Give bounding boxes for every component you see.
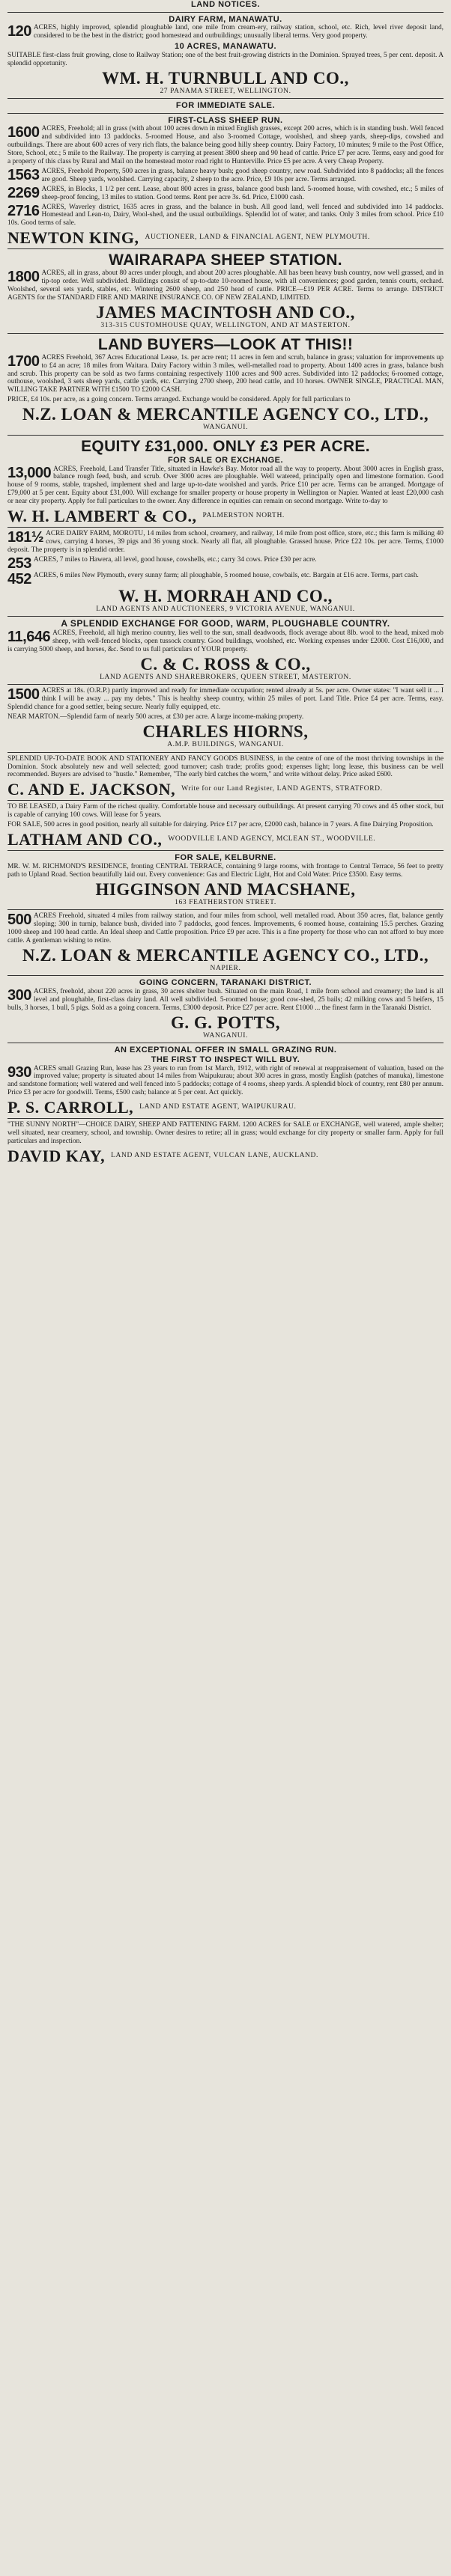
section-heading: FOR IMMEDIATE SALE. xyxy=(175,101,276,111)
listing-text: ACRES Freehold, 367 Acres Educational Lease, 1s. per acre rent; 11 acres in fern and scrub, balance in grass; valuation for improvements up to £4 an acre; 18 miles from Waitara. Dairy Factory within 3 miles, well-metalled road to property. About 1400 acres in grass, balance bush and scrub. This property can be sold as two farms containing respectively 1100 acres and 900 acres. Subdivided into 12 paddocks; 6-roomed cottage, outhouse, woolshed, 3 sets sheep yards, cattle yards, etc. Carrying 2700 sheep, 200 head cattle, and 10 horses. OWNER SINGLE, PRACTICAL MAN, WILLING TAKE PARTNER WITH £1500 TO £2000 CASH. xyxy=(7,353,444,394)
notice-paragraph: SUITABLE first-class fruit growing, close to Railway Station; one of the best fruit-growing districts in the Dominion. Sprayed trees, 5 per cent. deposit. A splendid opportunity. xyxy=(7,51,444,67)
agent-name: JAMES MACINTOSH AND CO., xyxy=(96,303,355,323)
listing-advertisement xyxy=(7,168,444,184)
section-heading: WAIRARAPA SHEEP STATION. xyxy=(109,251,342,269)
listing-advertisement xyxy=(7,24,444,40)
column-rule xyxy=(7,333,444,334)
listing-text: ACRES, Waverley district, 1635 acres in grass, and the balance in bush. All good land, well fenced and subdivided into 14 paddocks. Homestead and Lean-to, Dairy, Wool-shed, and the usual outbuildings. Splendid lot of water, and tanks. Only 3 miles from school. Price £10 10s. Good terms of sale. xyxy=(7,203,444,228)
column-rule xyxy=(7,616,444,617)
section-heading: GOING CONCERN, TARANAKI DISTRICT. xyxy=(139,978,312,988)
agent-name: P. S. CARROLL, xyxy=(7,1098,134,1117)
listing-advertisement xyxy=(7,186,444,202)
agent-signature xyxy=(7,781,444,798)
notice-paragraph: FOR SALE, 500 acres in good position, nearly all suitable for dairying. Price £17 per acre, £2000 cash, balance in 7 years. A fine Dairying Proposition. xyxy=(7,821,434,829)
listing-advertisement xyxy=(7,629,444,654)
listing-text: ACRES, highly improved, splendid ploughable land, one mile from cream-ery, railway station, school, etc. Rich, level river deposit land, considered to be the best in the district; good homestead and outbuildings; unusually liberal terms. Very good property. xyxy=(33,24,444,40)
listing-text: ACRES, 6 miles New Plymouth, every sunny farm; all ploughable, 5 roomed house, cowbails, etc. Bargain at £16 acre. Terms, part cash. xyxy=(33,571,419,579)
column-rule xyxy=(7,527,444,528)
listing-text: ACRES, all in grass, about 80 acres under plough, and about 200 acres ploughable. All has been heavy bush country, now well grassed, and in tip-top order. Well subdivided. Buildings consist of up-to-date 10-roomed house, with all conveniences; good garden, tennis courts, orchard. Woolshed, several sets yards, stables, etc. Wintering 2600 sheep, and 250 head of cattle. PRICE—£19 PER ACRE. Terms to arrange. DISTRICT AGENTS for the STANDARD FIRE AND MARINE INSURANCE CO. OF NEW ZEALAND, LIMITED. xyxy=(7,269,444,302)
column-rule xyxy=(7,800,444,801)
listing-advertisement xyxy=(7,466,444,507)
agent-address: A.M.P. BUILDINGS, WANGANUI. xyxy=(167,741,284,749)
listing-acreage: 1563 xyxy=(7,166,40,183)
section-heading: LAND NOTICES. xyxy=(190,0,261,9)
agent-name: LATHAM AND CO., xyxy=(7,830,163,849)
agent-address: WANGANUI. xyxy=(202,1031,249,1040)
agent-signature xyxy=(7,507,444,525)
listing-acreage: 1800 xyxy=(7,269,40,286)
agent-address: NAPIER. xyxy=(210,964,241,972)
notice-paragraph: "THE SUNNY NORTH"—CHOICE DAIRY, SHEEP AND FATTENING FARM. 1200 ACRES for SALE or EXCHANGE, well watered, ample shelter; well situated, near creamery, school, and township. Owner desires to retire; all in grass; would exchange for city property or smaller farm. Apply for full particulars and inspection. xyxy=(7,1121,444,1146)
agent-name: HIGGINSON AND MACSHANE, xyxy=(95,879,356,899)
agent-signature xyxy=(7,1147,444,1165)
agent-name: NEWTON KING, xyxy=(7,228,139,248)
listing-text: ACRES, 7 miles to Hawera, all level, good house, cowshells, etc.; carry 34 cows. Price £30 per acre. xyxy=(33,555,317,564)
agent-name: G. G. POTTS, xyxy=(171,1013,280,1032)
column-rule xyxy=(7,12,444,13)
listing-text: ACRES at 18s. (O.R.P.) partly improved and ready for immediate occupation; rented already at 5s. per acre. Owner states: "I want sell it ... I think I will be away ... pay my debts." This is healthy sheep country, within 25 miles of port. Land Title. Price £4 per acre. Terms, easy. Splendid chance for a good settler, being secure. Nearly fully equipped, etc. xyxy=(7,687,444,712)
listing-acreage: 930 xyxy=(7,1063,31,1081)
section-heading: FOR SALE, KELBURNE. xyxy=(175,853,276,863)
agent-signature xyxy=(7,1099,444,1116)
notice-paragraph: PRICE, £4 10s. per acre, as a going concern. Terms arranged. Exchange would be considered. Apply for full particulars to xyxy=(7,396,351,404)
listing-acreage: 452 xyxy=(7,570,31,587)
column-rule xyxy=(7,1118,444,1119)
listing-text: ACRES Freehold, situated 4 miles from railway station, and four miles from school, well metalled road. About 350 acres, flat, balance gently sloping; 300 in turnip, balance bush, divided into 7 paddocks, good fences. Improvements, 6 roomed house, containing 15.5 perches. Grazing 1000 sheep and 100 head cattle. An Ideal sheep and Cattle proposition. Price £9 per acre. This is a fine property for those who can not afford to buy more cattle. A gentleman wishing to retire. xyxy=(7,912,444,944)
section-heading: 10 ACRES, MANAWATU. xyxy=(174,42,276,52)
listing-text: ACRES small Grazing Run, lease has 23 years to run from 1st March, 1912, with right of renewal at reappraisement of valuation, based on the improved value; property is situated about 14 miles from Waipukurau; about 300 acres in grass, mostly English (patches of manuka), limestone and sandstone formation; well watered and well fenced into 5 paddocks; cottage of 4 rooms, sheep yards. A splendid block of country, rent £80 per annum. Price £3 per acre for goodwill. Terms, £500 cash; balance at 5 per cent. Act quickly. xyxy=(7,1064,444,1097)
listing-text: ACRES, Freehold Property, 500 acres in grass, balance heavy bush; good sheep country, new road. Subdivided into 8 paddocks; all the fences are good. Sheep yards, woolshed. Carrying capacity, 2 sheep to the acre. Price, £9 10s per acre. Terms arranged. xyxy=(41,167,444,183)
listing-text: ACRE DAIRY FARM, MOROTU, 14 miles from school, creamery, and railway, 14 mile from post office, store, etc.; this farm is milking 40 cows, carrying 4 horses, 39 pigs and 36 young stock. Nearly all flat, all ploughable. Grassed house. Price £22 10s. per acre. Terms, £1000 deposit. The property is in splendid order. xyxy=(7,530,444,554)
agent-address: LAND AGENTS AND AUCTIONEERS, 9 VICTORIA AVENUE, WANGANUI. xyxy=(96,605,355,613)
column-rule xyxy=(7,113,444,114)
listing-text: ACRES, Freehold, Land Transfer Title, situated in Hawke's Bay. Motor road all the way to property. About 3000 acres in English grass, balance rough feed, bush, and scrub. Over 3000 acres are ploughable. Well watered, principally open and limestone formation. Good house of 9 rooms, stable, trapshed, implement shed and large up-to-date woolshed and yards. Price £10 per acre. Terms can be arranged. Mortgage of £79,000 at 5 per cent. Equity about £31,000. Will exchange for smaller property or house property in Wellington or Napier. Wanted at least £20,000 cash or near city property. Apply for full particulars to the owner. Any difference in equities can remain on second mortgage. Write to-day to xyxy=(7,465,444,506)
section-heading: FIRST-CLASS SHEEP RUN. xyxy=(168,115,283,125)
column-rule xyxy=(7,909,444,910)
notice-paragraph: SPLENDID UP-TO-DATE BOOK AND STATIONERY AND FANCY GOODS BUSINESS, in the centre of one of the most thriving townships in the Dominion. Stock absolutely new and well selected; good turnover; cash trade; profits good; expenses light; long lease, this business can be well recommended. Buyers are advised to "hustle." Remember, "The early bird catches the worm," and write without delay. Price asked £600. xyxy=(7,754,444,779)
listing-acreage: 11,646 xyxy=(7,629,51,646)
listing-advertisement xyxy=(7,912,444,945)
listing-advertisement xyxy=(7,125,444,166)
agent-name: W. H. MORRAH AND CO., xyxy=(118,586,333,605)
column-rule xyxy=(7,850,444,851)
notice-paragraph: MR. W. M. RICHMOND'S RESIDENCE, fronting CENTRAL TERRACE, containing 9 large rooms, with frontage to Central Terrace, 56 feet to pretty path to Upland Road. Section beautifully laid out. Every convenience: Gas and Electric Light, Hot and Cold Water. Price £3500. Easy terms. xyxy=(7,862,444,879)
listing-advertisement xyxy=(7,1065,444,1098)
column-rule xyxy=(7,684,444,685)
notice-paragraph: NEAR MARTON.—Splendid farm of nearly 500 acres, at £30 per acre. A large income-making property. xyxy=(7,713,304,721)
agent-signature xyxy=(7,831,444,848)
agent-address: WANGANUI. xyxy=(202,424,249,432)
listing-acreage: 181½ xyxy=(7,529,44,546)
agent-name: N.Z. LOAN & MERCANTILE AGENCY CO., LTD., xyxy=(22,405,429,424)
listing-advertisement xyxy=(7,556,444,570)
listing-advertisement xyxy=(7,204,444,228)
listing-acreage: 120 xyxy=(7,23,31,40)
listing-acreage: 1700 xyxy=(7,352,40,370)
listing-acreage: 1600 xyxy=(7,124,40,141)
agent-address: WOODVILLE LAND AGENCY, MCLEAN ST., WOODVILLE. xyxy=(168,834,376,843)
newspaper-page xyxy=(7,0,444,2569)
agent-name: WM. H. TURNBULL AND CO., xyxy=(102,68,349,88)
agent-address: PALMERSTON NORTH. xyxy=(202,511,285,519)
agent-name: C. AND E. JACKSON, xyxy=(7,780,176,799)
agent-address: 313-315 CUSTOMHOUSE QUAY, WELLINGTON, AND AT MASTERTON. xyxy=(100,322,351,330)
listing-acreage: 2269 xyxy=(7,184,40,201)
agent-name: W. H. LAMBERT & CO., xyxy=(7,507,197,526)
agent-address: 27 PANAMA STREET, WELLINGTON. xyxy=(160,87,291,95)
listing-text: ACRES, in Blocks, 1 1/2 per cent. Lease, about 800 acres in grass, balance good bush land. 5-roomed house, with cowshed, etc.; 5 miles of sheep-proof fencing, 13 miles to station. Good terms. Rent per acre 3s. 6d. Price, £1000 cash. xyxy=(41,185,444,201)
listing-advertisement xyxy=(7,530,444,555)
column-rule xyxy=(7,752,444,753)
section-heading: LAND BUYERS—LOOK AT THIS!! xyxy=(97,335,354,353)
listing-acreage: 1500 xyxy=(7,686,40,703)
agent-address: LAND AND ESTATE AGENT, WAIPUKURAU. xyxy=(139,1103,297,1111)
section-heading: FOR SALE OR EXCHANGE. xyxy=(167,455,284,465)
agent-address: LAND AGENTS AND SHAREBROKERS, QUEEN STREET, MASTERTON. xyxy=(100,674,351,682)
agent-address: AUCTIONEER, LAND & FINANCIAL AGENT, NEW PLYMOUTH. xyxy=(145,234,370,242)
agent-name: DAVID KAY, xyxy=(7,1146,106,1165)
listing-advertisement xyxy=(7,572,444,586)
column-rule xyxy=(7,975,444,976)
section-heading: THE FIRST TO INSPECT WILL BUY. xyxy=(151,1054,300,1064)
agent-name: C. & C. ROSS & CO., xyxy=(140,654,311,674)
listing-acreage: 500 xyxy=(7,912,31,929)
listing-advertisement xyxy=(7,269,444,302)
listing-acreage: 2716 xyxy=(7,202,40,219)
column-rule xyxy=(7,98,444,99)
column-rule xyxy=(7,248,444,249)
section-heading: DAIRY FARM, MANAWATU. xyxy=(169,14,282,24)
agent-name: N.Z. LOAN & MERCANTILE AGENCY CO., LTD., xyxy=(22,945,429,965)
listing-text: ACRES, freehold, about 220 acres in grass, 30 acres shelter bush. Situated on the main Road, 1 mile from school and creamery; the land is all level and ploughable, first-class dairy land. All well subdivided. 5-roomed house; good cow-shed, 25 bails; 42 milking cows and 5 heifers, 15 bulls, 3 horses, 1 bull, 5 pigs. Sold as a going concern. Terms, £3000 deposit. Price £27 per acre. Rent £1000 ... the finest farm in the Taranaki District. xyxy=(7,988,444,1012)
notice-paragraph: TO BE LEASED, a Dairy Farm of the richest quality. Comfortable house and necessary outbuildings. At present carrying 70 cows and 45 other stock, but is capable of carrying 100 cows. Will lease for 5 years. xyxy=(7,803,444,820)
column-rule xyxy=(7,435,444,436)
section-heading: A SPLENDID EXCHANGE FOR GOOD, WARM, PLOUGHABLE COUNTRY. xyxy=(61,618,390,629)
listing-advertisement xyxy=(7,354,444,395)
section-heading: AN EXCEPTIONAL OFFER IN SMALL GRAZING RUN. xyxy=(114,1046,337,1055)
listing-text: ACRES, Freehold, all high merino country, lies well to the sun, small deadwoods, flock average about 8lb. wool to the head, mixed mob sheep, with well-fenced blocks, open tussock country. Good buildings, woolshed, etc. Working expenses under £2000. Cost £16,000, and is carrying 5000 sheep, and horses, &c. Send to us full particulars of YOUR property. xyxy=(7,629,444,653)
agent-signature xyxy=(7,229,444,246)
agent-address: LAND AND ESTATE AGENT, VULCAN LANE, AUCKLAND. xyxy=(111,1151,318,1159)
section-heading: EQUITY £31,000. ONLY £3 PER ACRE. xyxy=(81,437,370,455)
listing-text: ACRES, Freehold; all in grass (with about 100 acres down in mixed English grasses, except 200 acres, which is in standing bush. Well fenced and subdivided into 13 paddocks. 5-roomed House, and also 3-roomed Cottage, woolshed, and sheep yards, sheep-dips, cowshed and outbuildings. There are about 600 acres of very rich flats, the balance being good hilly sheep country. Dairy Factory, 10 minutes; 9 mile to the Post Office, Store, School, etc.; 5 mile to the Railway. The property is carrying at present 3800 sheep and 90 head of cattle. Price £7 per acre. Terms, easy and good for a property of this class by Rural and Mail on the homestead motor road right to Hunterville. Price £5 per acre. A very Cheap Property. xyxy=(7,125,444,165)
listing-acreage: 300 xyxy=(7,987,31,1004)
agent-address: 163 FEATHERSTON STREET. xyxy=(175,898,276,906)
agent-name: CHARLES HIORNS, xyxy=(142,722,309,742)
listing-acreage: 253 xyxy=(7,555,31,572)
listing-advertisement xyxy=(7,988,444,1013)
agent-address: Write for our Land Register, LAND AGENTS, STRATFORD. xyxy=(181,785,383,793)
listing-acreage: 13,000 xyxy=(7,464,52,481)
listing-advertisement xyxy=(7,687,444,712)
